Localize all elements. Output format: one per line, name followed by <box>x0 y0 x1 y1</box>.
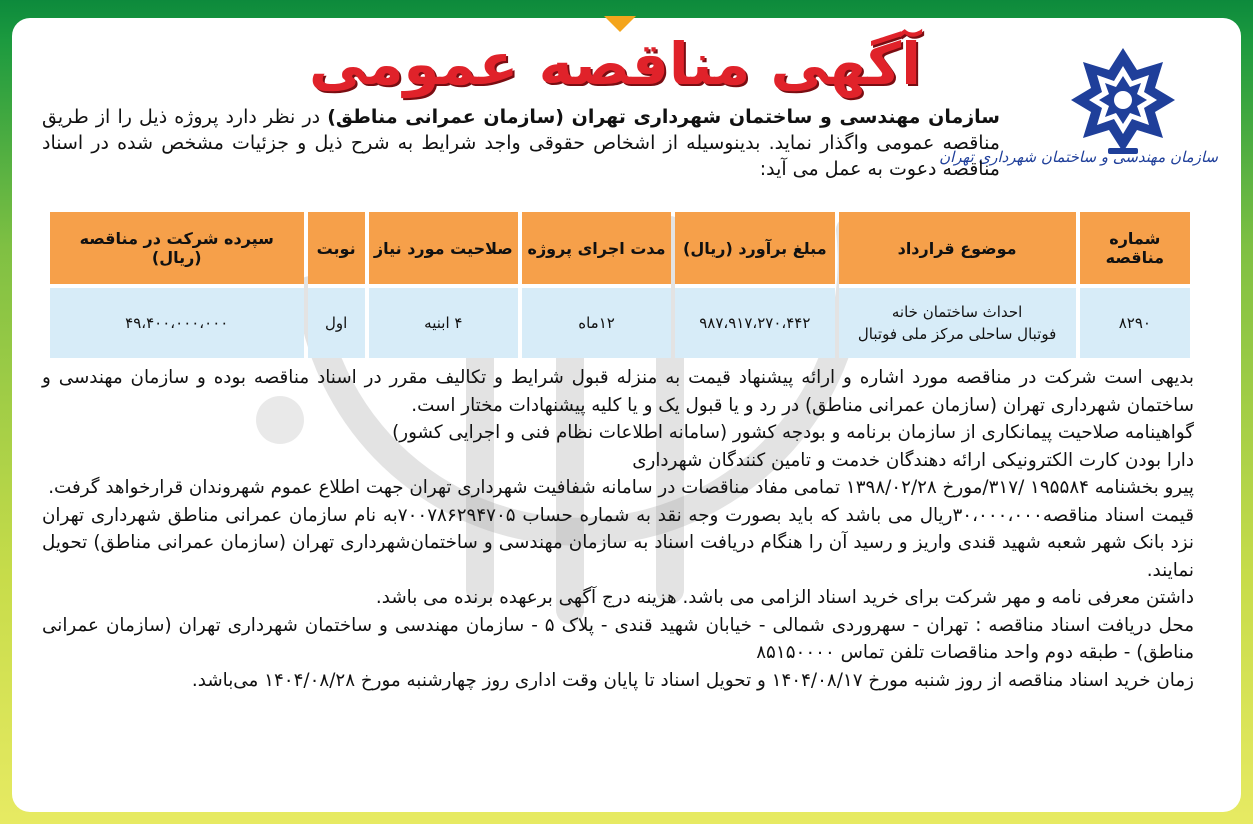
conditions-text <box>42 364 1194 694</box>
header-deposit: سپرده شرکت در مناقصه (ریال) <box>50 212 304 284</box>
paragraph-transparency: پیرو بخشنامه ۱۹۵۵۸۴ /۳۱۷/مورخ ۱۳۹۸/۰۲/۲۸ تمامی مفاد مناقصات در سامانه شفافیت شهرداری تهران جهت اطلاع عموم شهروندان قرارخواهد گرفت. <box>48 477 1194 498</box>
tender-table <box>46 212 1194 358</box>
header-estimate: مبلغ برآورد (ریال) <box>675 212 834 284</box>
cell-qualification: ۴ ابنیه <box>369 284 518 358</box>
subject-line-2: فوتبال ساحلی مرکز ملی فوتبال <box>857 325 1057 343</box>
cell-contract-subject <box>839 284 1076 358</box>
table-header-row <box>50 212 1190 284</box>
paragraph-electronic-card: دارا بودن کارت الکترونیکی ارائه دهندگان خدمت و تامین کنندگان شهرداری <box>632 449 1194 471</box>
paragraph-acceptance: بدیهی است شرکت در مناقصه مورد اشاره و ارائه پیشنهاد قیمت به منزله قبول شرایط و تکالیف مقرر در اسناد مناقصه بوده و سازمان مهندسی و ساختمان شهرداری تهران (سازمان عمرانی مناطق) در رد و یا قبول یک و یا کلیه پیشنهادات مختار است. <box>42 367 1194 416</box>
paragraph-location: محل دریافت اسناد مناقصه : تهران - سهروردی شمالی - خیابان شهید قندی - پلاک ۵ - سازمان مهندسی و ساختمان شهرداری تهران (سازمان عمرانی مناطق) - طبقه دوم واحد مناقصات تلفن تماس ۸۵۱۵۰۰۰۰ <box>42 614 1194 663</box>
paragraph-document-price: قیمت اسناد مناقصه۳۰،۰۰۰،۰۰۰ریال می باشد که باید بصورت وجه نقد به شماره حساب ۷۰۰۷۸۶۲۹۴۷۰۵به نام سازمان عمرانی مناطق شهرداری تهران نزد بانک شهر شعبه شهید قندی واریز و رسید آن را هنگام دریافت اسناد به سازمان مهندسی و ساختمان‌شهرداری تهران (سازمان عمرانی مناطق) تحویل نمایند. <box>42 504 1194 581</box>
intro-org: سازمان مهندسی و ساختمان شهرداری تهران (سازمان عمرانی مناطق) <box>327 106 1000 128</box>
notice-title: آگهی مناقصه عمومی <box>308 30 922 98</box>
header-contract-subject: موضوع قرارداد <box>839 212 1076 284</box>
paragraph-introduction-letter: داشتن معرفی نامه و مهر شرکت برای خرید اسناد الزامی می باشد. هزینه درج آگهی برعهده برنده می باشد. <box>375 587 1194 608</box>
header-round: نوبت <box>308 212 365 284</box>
subject-line-1: احداث ساختمان خانه <box>891 303 1023 321</box>
cell-tender-number: ۸۲۹۰ <box>1080 284 1190 358</box>
cell-duration: ۱۲ماه <box>522 284 671 358</box>
intro-rest: در نظر دارد پروژه ذیل را از طریق مناقصه عمومی واگذار نماید. بدینوسیله از اشخاص حقوقی واجد شرایط به شرح ذیل و جزئیات مشخص شده در اسناد مناقصه دعوت به عمل می آید: <box>42 106 1000 180</box>
paragraph-schedule: زمان خرید اسناد مناقصه از روز شنبه مورخ ۱۴۰۴/۰۸/۱۷ و تحویل اسناد تا پایان وقت اداری روز چهارشنبه مورخ ۱۴۰۴/۰۸/۲۸ می‌باشد. <box>191 669 1194 691</box>
cell-round: اول <box>308 284 365 358</box>
header-duration: مدت اجرای پروژه <box>522 212 671 284</box>
table-row <box>50 284 1190 358</box>
cell-estimate: ۹۸۷،۹۱۷،۲۷۰،۴۴۲ <box>675 284 834 358</box>
intro-paragraph <box>42 104 1000 182</box>
cell-deposit: ۴۹،۴۰۰،۰۰۰،۰۰۰ <box>50 284 304 358</box>
logo-caption: سازمان مهندسی و ساختمان شهرداری تهران <box>939 148 1218 166</box>
header-qualification: صلاحیت مورد نیاز <box>369 212 518 284</box>
paragraph-certificate: گواهینامه صلاحیت پیمانکاری از سازمان برنامه و بودجه کشور (سامانه اطلاعات نظام فنی و اجرایی کشور) <box>392 422 1194 443</box>
header-tender-number: شماره مناقصه <box>1080 212 1190 284</box>
